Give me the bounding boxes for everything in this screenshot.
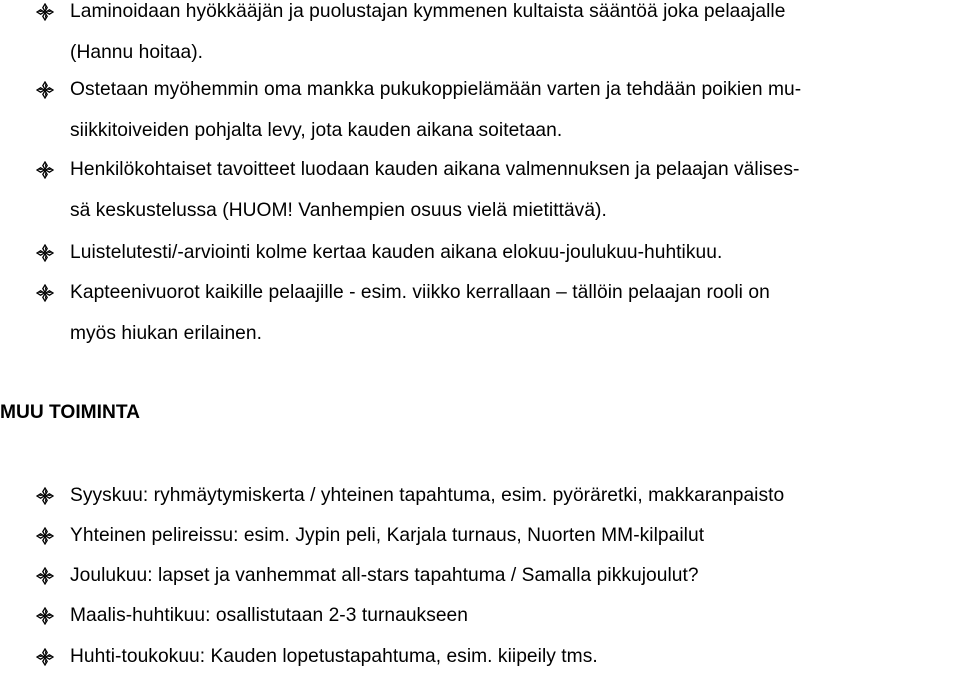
list-item-line: myös hiukan erilainen. [70,322,263,344]
four-diamond-bullet-icon [36,567,54,585]
four-diamond-bullet-icon [36,607,54,625]
four-diamond-bullet-icon [36,244,54,262]
four-diamond-bullet-icon [36,81,54,99]
list-item-line: Luistelutesti/-arviointi kolme kertaa kauden aikana elokuu-joulukuu-huhtikuu. [70,242,723,263]
list-item-line: Ostetaan myöhemmin oma mankka pukukoppielämään varten ja tehdään poikien mu- [70,79,802,100]
four-diamond-bullet-icon [36,527,54,545]
four-diamond-bullet-icon [36,284,54,302]
list-item-line: sä keskustelussa (HUOM! Vanhempien osuus vielä mietittävä). [70,199,607,221]
list-item-line: Laminoidaan hyökkääjän ja puolustajan kymmenen kultaista sääntöä joka pelaajalle [70,1,786,22]
list-item-line: Syyskuu: ryhmäytymiskerta / yhteinen tapahtuma, esim. pyöräretki, makkaranpaisto [70,485,785,506]
four-diamond-bullet-icon [36,3,54,21]
list-item-line: Henkilökohtaiset tavoitteet luodaan kauden aikana valmennuksen ja pelaajan välises- [70,159,800,180]
list-item-line: Maalis-huhtikuu: osallistutaan 2-3 turnaukseen [70,605,469,626]
four-diamond-bullet-icon [36,487,54,505]
list-item-line: siikkitoiveiden pohjalta levy, jota kauden aikana soitetaan. [70,119,563,141]
section-heading: MUU TOIMINTA [0,402,140,423]
list-item-line: Kapteenivuorot kaikille pelaajille - esim. viikko kerrallaan – tällöin pelaajan rooli on [70,282,770,303]
list-item-line: Yhteinen pelireissu: esim. Jypin peli, Karjala turnaus, Nuorten MM-kilpailut [70,525,705,546]
four-diamond-bullet-icon [36,161,54,179]
list-item-line: (Hannu hoitaa). [70,41,204,63]
list-item-line: Joulukuu: lapset ja vanhemmat all-stars tapahtuma / Samalla pikkujoulut? [70,565,699,586]
four-diamond-bullet-icon [36,648,54,666]
list-item-line: Huhti-toukokuu: Kauden lopetustapahtuma, esim. kiipeily tms. [70,646,598,667]
